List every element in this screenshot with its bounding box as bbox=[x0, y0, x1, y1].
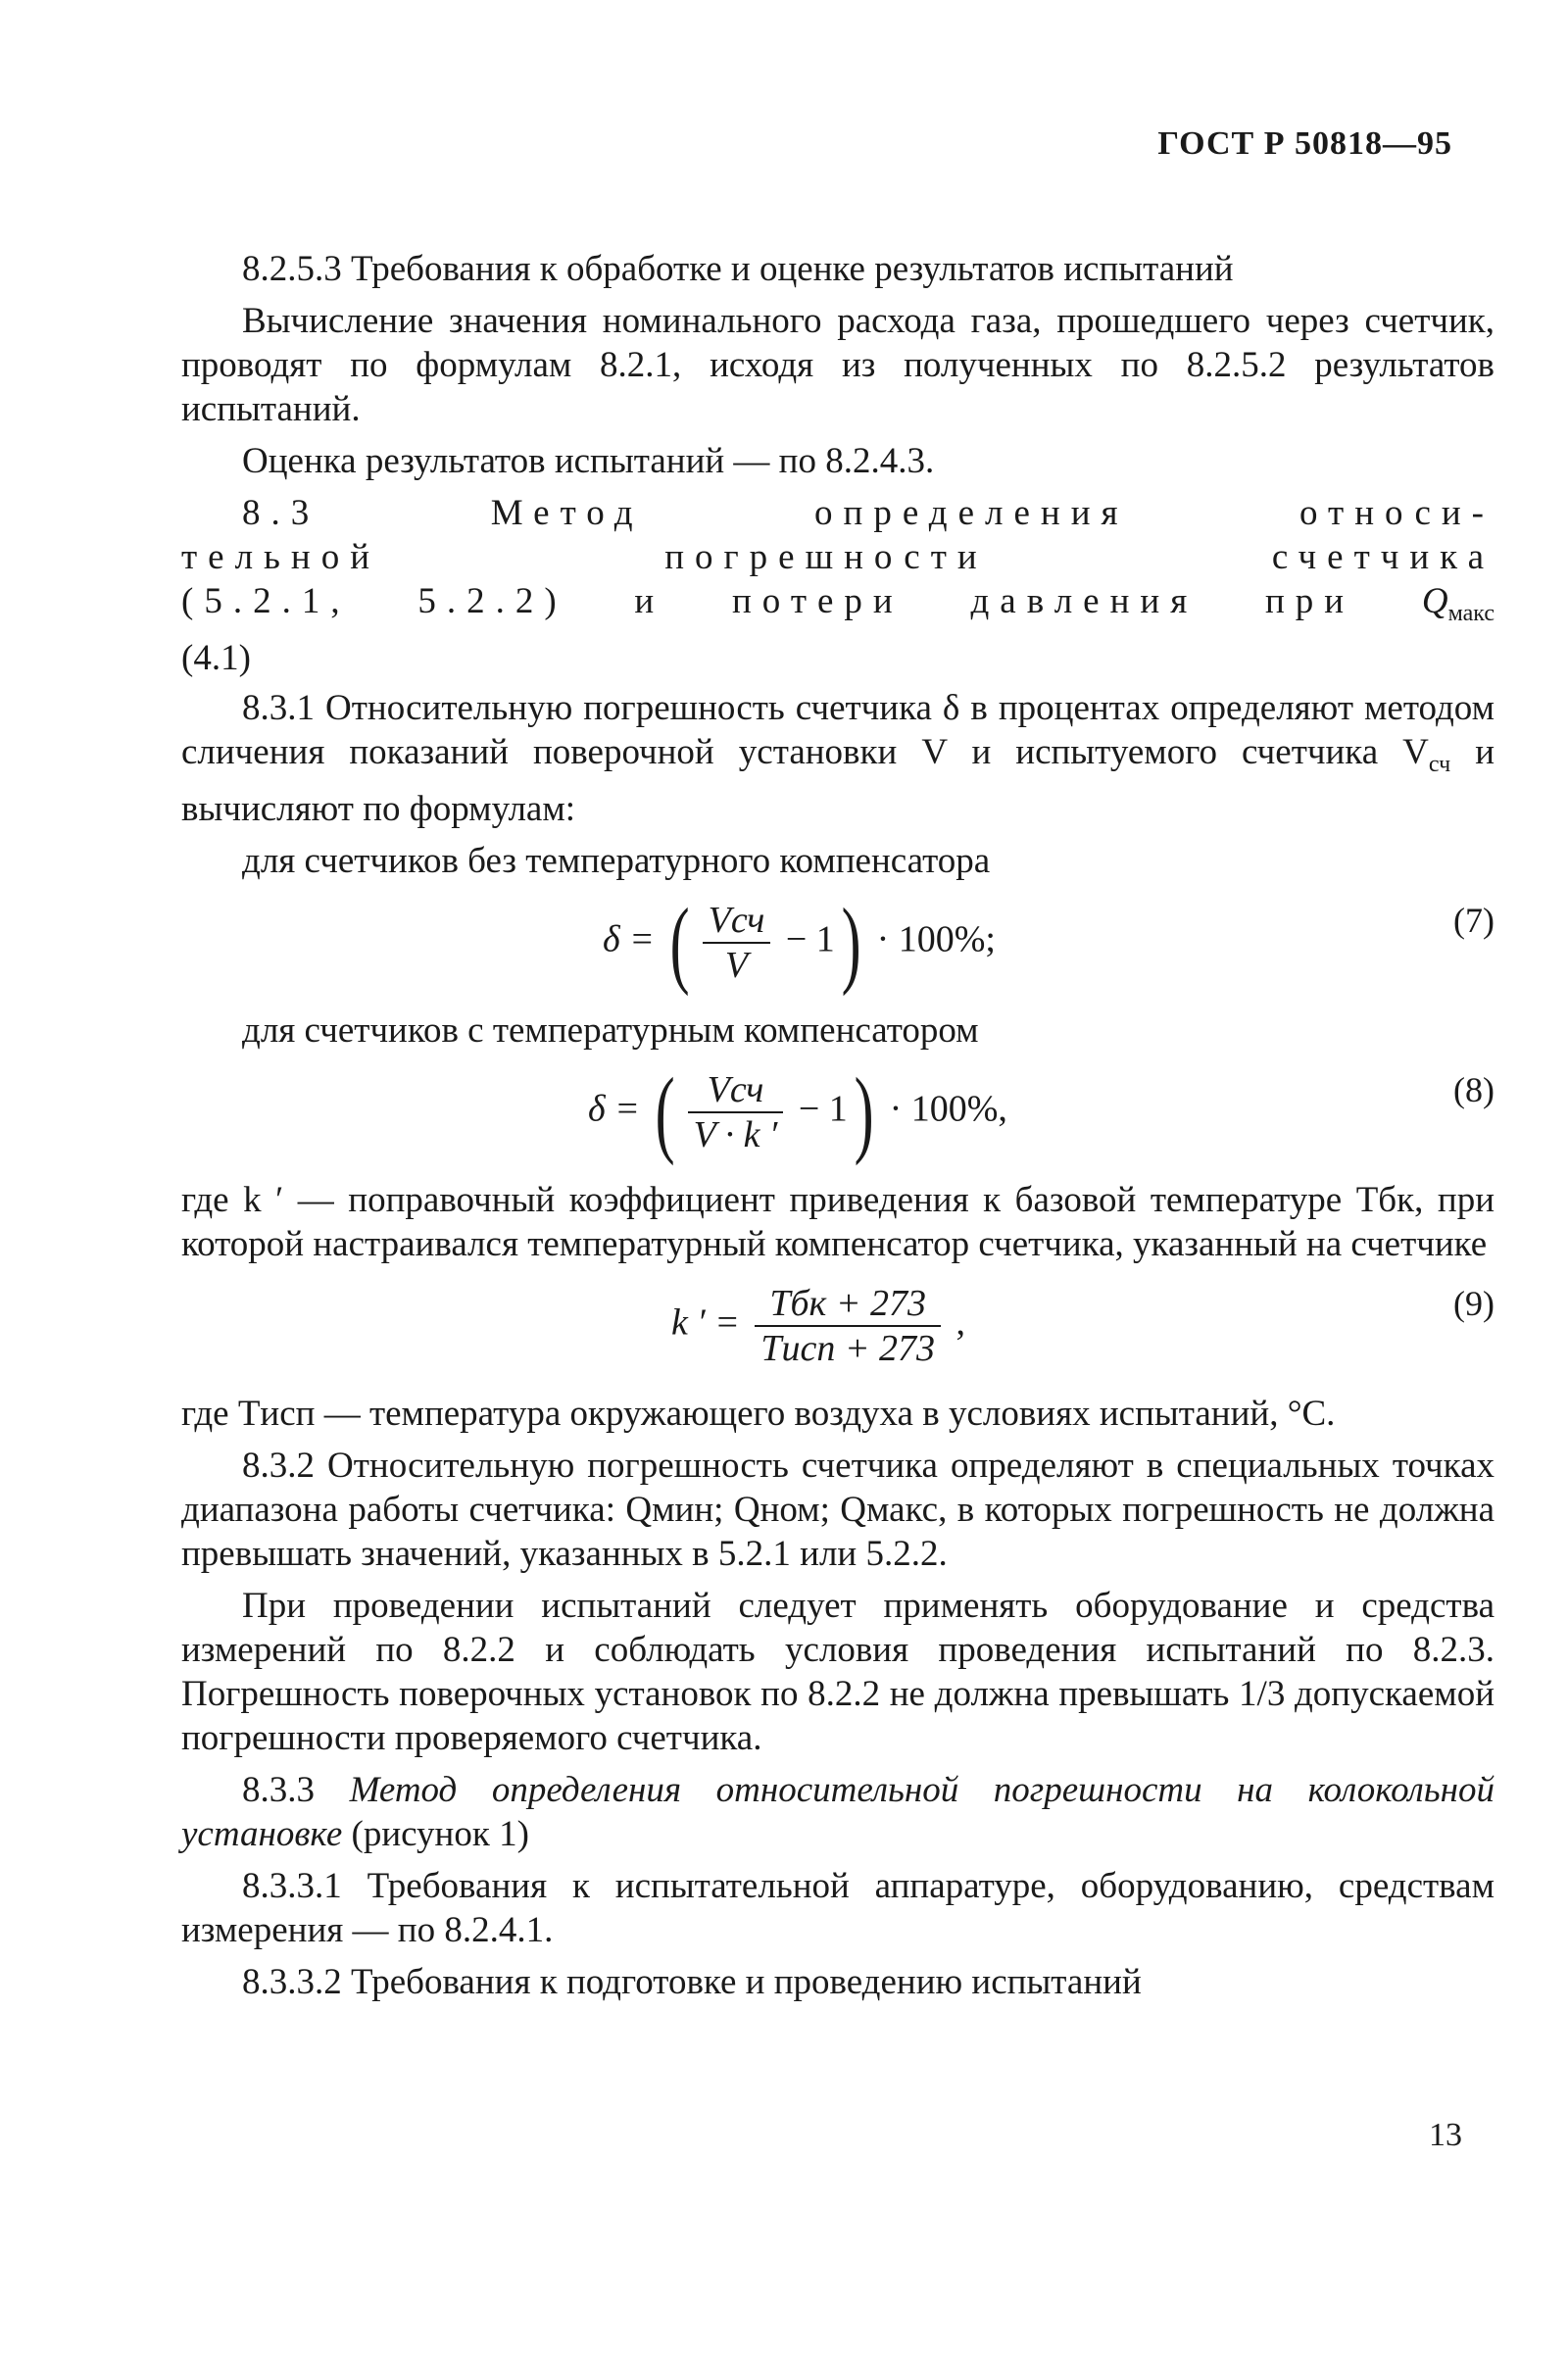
formula-9-label: (9) bbox=[1453, 1284, 1494, 1323]
clause-8-3-2: 8.3.2 Относительную погрешность счетчика определяют в специальных точках диапазона работы счетчика: Qмин; Qном; Qмакс, в которых погрешность не должна превышать значений, указанных в 5.2.1 или 5.2.2. bbox=[181, 1446, 1494, 1574]
formula-8-fraction bbox=[688, 1068, 784, 1156]
formula-7-expression bbox=[603, 888, 996, 997]
formula-8-tail: · 100%, bbox=[889, 1088, 1007, 1130]
case-with-compensator: для счетчиков с температурным компенсатором bbox=[242, 1010, 979, 1051]
where-t-definition: где Tисп — температура окружающего воздуха в условиях испытаний, °С. bbox=[181, 1394, 1336, 1434]
clause-8-2-5-3-body: Вычисление значения номинального расхода газа, прошедшего через счетчик, проводят по формулам 8.2.1, исходя из полученных по 8.2.5.2 результатов испытаний. bbox=[181, 301, 1494, 429]
formula-7-tail: · 100%; bbox=[876, 918, 996, 960]
section-8-3-line4: (4.1) bbox=[181, 638, 251, 678]
clause-8-3-3-2: 8.3.3.2 Требования к подготовке и проведению испытаний bbox=[242, 1962, 1142, 2002]
left-paren-icon: ( bbox=[669, 888, 690, 997]
section-8-3-heading bbox=[181, 491, 1494, 680]
clause-8-3-1 bbox=[181, 686, 1494, 831]
formula-9-expression bbox=[671, 1282, 965, 1370]
formula-8-minus: − 1 bbox=[798, 1088, 848, 1130]
formula-8-numerator: Vсч bbox=[688, 1068, 784, 1113]
formula-7-numerator: Vсч bbox=[703, 899, 771, 944]
clause-8-3-3-1: 8.3.3.1 Требования к испытательной аппаратуре, оборудованию, средствам измерения — по 8.2.4.1. bbox=[181, 1866, 1494, 1950]
clause-8-3-3-number: 8.3.3 bbox=[242, 1770, 315, 1810]
equipment-paragraph: При проведении испытаний следует применять оборудование и средства измерений по 8.2.2 и соблюдать условия проведения испытаний по 8.2.3. Погрешность поверочных установок по 8.2.2 не должна превышать 1/3 допускаемой погрешности проверяемого счетчика. bbox=[181, 1586, 1494, 1758]
clause-8-3-1-text-a: 8.3.1 Относительную погрешность счетчика δ в процентах определяют методом сличения показаний поверочной установки V и испытуемого счетчика V bbox=[181, 688, 1494, 772]
formula-7-minus: − 1 bbox=[785, 918, 835, 960]
q-symbol: Q bbox=[1421, 581, 1448, 621]
formula-9-numerator: Tбк + 273 bbox=[755, 1282, 941, 1327]
q-subscript: макс bbox=[1447, 601, 1494, 626]
section-8-3-line1: 8.3 Метод определения относи- bbox=[242, 493, 1494, 533]
formula-8-lhs: δ = bbox=[588, 1088, 640, 1130]
formula-9-lhs: k ′ = bbox=[671, 1301, 740, 1344]
clause-8-2-5-3-evaluation: Оценка результатов испытаний — по 8.2.4.3. bbox=[242, 441, 935, 481]
formula-7-lhs: δ = bbox=[603, 918, 655, 960]
section-8-3-line3 bbox=[181, 579, 1494, 636]
formula-8 bbox=[181, 1057, 1494, 1168]
clause-8-3-1-text-b: и вычисляют по формулам: bbox=[181, 732, 1495, 829]
formula-7-label: (7) bbox=[1453, 901, 1494, 940]
case-without-compensator: для счетчиков без температурного компенсатора bbox=[242, 841, 991, 881]
formula-9-denominator: Tисп + 273 bbox=[760, 1328, 935, 1369]
document-body bbox=[181, 247, 1494, 2012]
formula-7-fraction bbox=[703, 899, 771, 987]
formula-9-tail: , bbox=[956, 1301, 965, 1344]
clause-8-2-5-3-title: 8.2.5.3 Требования к обработке и оценке результатов испытаний bbox=[242, 249, 1234, 289]
clause-8-3-3-tail: (рисунок 1) bbox=[351, 1814, 529, 1854]
left-paren-icon: ( bbox=[655, 1057, 675, 1166]
right-paren-icon: ) bbox=[841, 888, 861, 997]
formula-8-label: (8) bbox=[1453, 1070, 1494, 1109]
clause-8-3-3 bbox=[181, 1768, 1494, 1856]
formula-8-expression bbox=[588, 1057, 1007, 1166]
clause-8-3-1-subscript: сч bbox=[1428, 752, 1451, 777]
formula-8-denominator: V · k ′ bbox=[693, 1114, 778, 1155]
right-paren-icon: ) bbox=[854, 1057, 874, 1166]
formula-9 bbox=[181, 1274, 1494, 1382]
formula-7 bbox=[181, 888, 1494, 999]
standard-code-header: ГОСТ Р 50818—95 bbox=[1157, 125, 1452, 162]
clause-8-3-3-italic-title: Метод определения относительной погрешности на колокольной установке bbox=[181, 1770, 1494, 1854]
section-8-3-line2: тельной погрешности счетчика bbox=[181, 537, 1494, 577]
page-number: 13 bbox=[1429, 2117, 1462, 2153]
where-k-definition: где k ′ — поправочный коэффициент приведения к базовой температуре Tбк, при которой настраивался температурный компенсатор счетчика, указанный на счетчике bbox=[181, 1180, 1494, 1264]
section-8-3-line3-text: (5.2.1, 5.2.2) и потери давления при bbox=[181, 581, 1355, 621]
formula-7-denominator: V bbox=[724, 945, 749, 986]
formula-9-fraction bbox=[755, 1282, 941, 1370]
